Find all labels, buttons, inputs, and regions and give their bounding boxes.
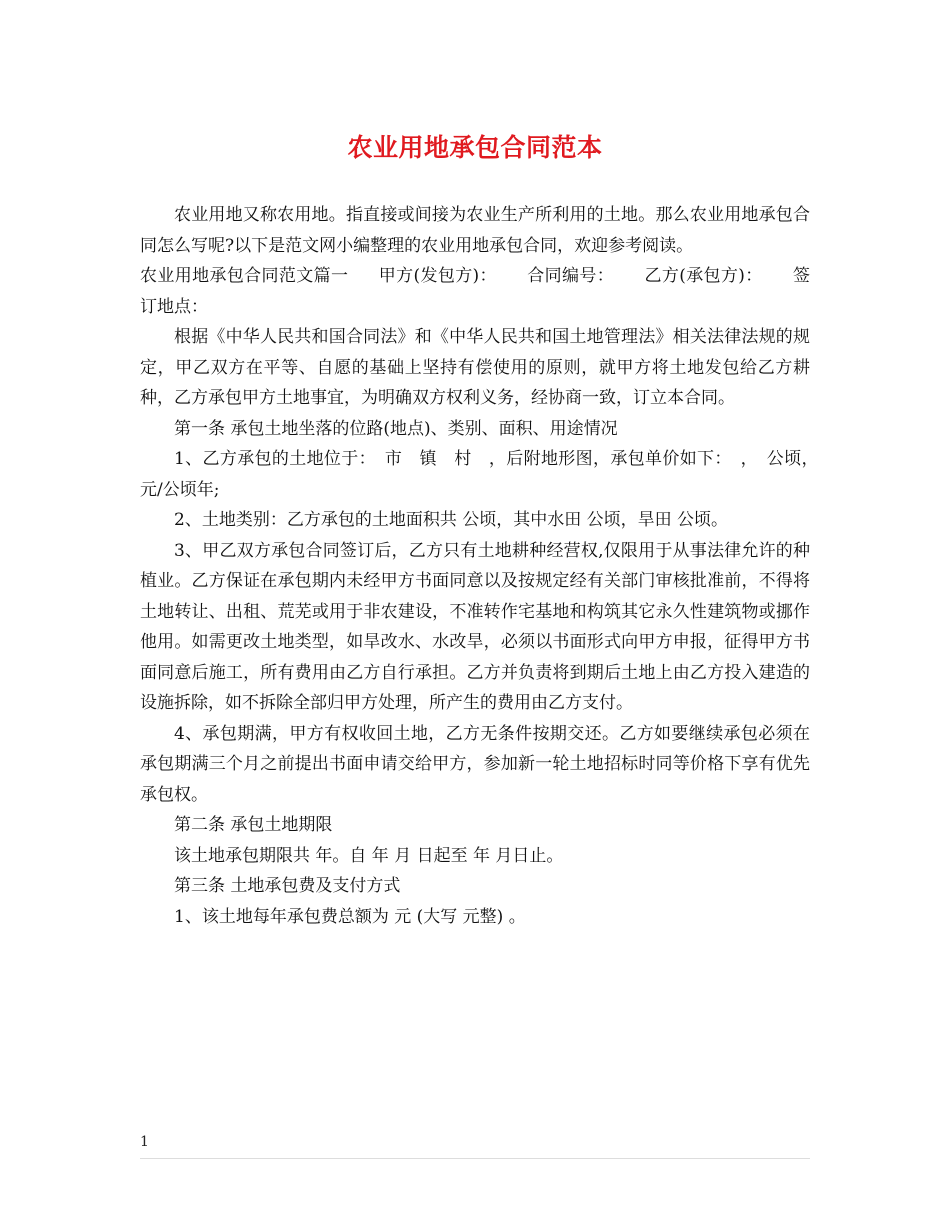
article3-item1: 1、该土地每年承包费总额为 元 (大写 元整) 。 bbox=[174, 906, 526, 927]
contract-number-label: 合同编号： bbox=[526, 266, 615, 286]
article3-heading: 第三条 土地承包费及支付方式 bbox=[174, 876, 401, 896]
article2-heading: 第二条 承包土地期限 bbox=[174, 815, 333, 835]
footer-divider bbox=[140, 1158, 810, 1159]
article1-item1: 1、乙方承包的土地位于： 市 镇 村 ，后附地形图，承包单价如下： ， 公顷， 元/公顷年; bbox=[140, 449, 827, 500]
party-a-label: 甲方(发包方)： bbox=[378, 266, 497, 286]
article1-heading: 第一条 承包土地坐落的位路(地点)、类别、面积、用途情况 bbox=[174, 418, 618, 439]
article1-item3: 3、甲乙双方承包合同签订后，乙方只有土地耕种经营权,仅限用于从事法律允许的种植业。乙方保证在承包期内未经甲方书面同意以及按规定经有关部门审核批准前，不得将土地转让、出租、荒芜或用于非农建设，不准转作宅基地和构筑其它永久性建筑物或挪作他用。如需更改土地类型，如旱改水、水改旱，必须以书面形式向甲方申报，征得甲方书面同意后施工，所有费用由乙方自行承担。乙方并负责将到期后土地上由乙方投入建造的设施拆除，如不拆除全部归甲方处理，所产生的费用由乙方支付。 bbox=[140, 540, 810, 713]
preamble-paragraph: 根据《中华人民共和国合同法》和《中华人民共和国土地管理法》相关法律法规的规定，甲乙双方在平等、自愿的基础上坚持有偿使用的原则，就甲方将土地发包给乙方耕种，乙方承包甲方土地事宜，为明确双方权利义务，经协商一致，订立本合同。 bbox=[140, 327, 810, 408]
document-title: 农业用地承包合同范本 bbox=[347, 133, 603, 162]
party-b-label: 乙方(承包方)： bbox=[644, 266, 763, 286]
document-body bbox=[140, 200, 827, 932]
contract-section-title: 农业用地承包合同范文篇一 bbox=[140, 266, 349, 286]
contract-header-line bbox=[140, 261, 810, 322]
article1-item4: 4、承包期满，甲方有权收回土地，乙方无条件按期交还。乙方如要继续承包必须在承包期满三个月之前提出书面申请交给甲方，参加新一轮土地招标时同等价格下享有优先承包权。 bbox=[140, 723, 810, 805]
signing-location-label: 签订地点： bbox=[140, 266, 811, 317]
intro-paragraph: 农业用地又称农用地。指直接或间接为农业生产所利用的土地。那么农业用地承包合同怎么写呢?以下是范文网小编整理的农业用地承包合同，欢迎参考阅读。 bbox=[140, 205, 810, 256]
article2-text: 该土地承包期限共 年。自 年 月 日起至 年 月日止。 bbox=[174, 845, 564, 866]
article1-item2: 2、土地类别：乙方承包的土地面积共 公顷，其中水田 公顷，旱田 公顷。 bbox=[174, 510, 729, 530]
page-number: 1 bbox=[140, 1134, 149, 1150]
